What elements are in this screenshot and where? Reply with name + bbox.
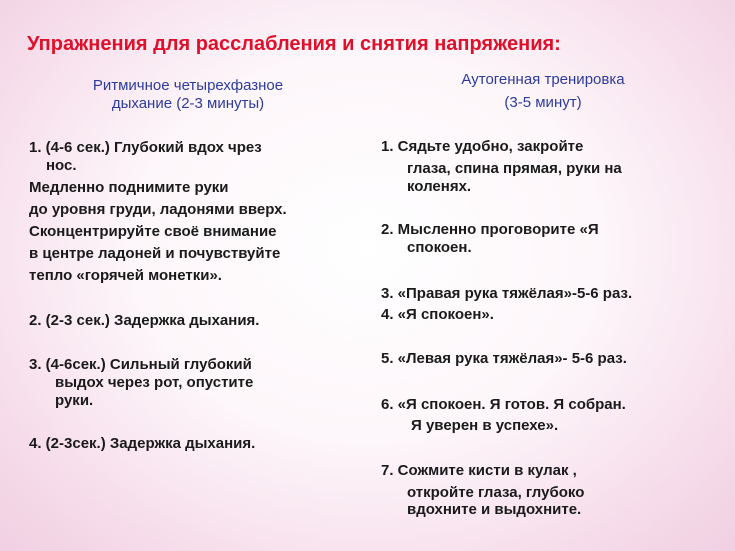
- left-line-2: нос.: [46, 157, 77, 174]
- left-line-12: 4. (2-3сек.) Задержка дыхания.: [29, 435, 256, 452]
- right-line-2: глаза, спина прямая, руки на: [407, 160, 622, 177]
- left-line-7: тепло «горячей монетки».: [29, 267, 222, 284]
- right-line-4: 2. Мысленно проговорите «Я: [381, 221, 599, 238]
- page-title: Упражнения для расслабления и снятия напряжения:: [27, 33, 561, 55]
- right-line-13: вдохните и выдохните.: [407, 501, 582, 518]
- left-line-9: 3. (4-6сек.) Сильный глубокий: [29, 356, 252, 373]
- right-heading-line1: Аутогенная тренировка: [461, 71, 625, 88]
- right-heading-line2: (3-5 минут): [504, 94, 582, 111]
- left-line-4: до уровня груди, ладонями вверх.: [29, 201, 287, 218]
- right-line-1: 1. Сядьте удобно, закройте: [381, 138, 584, 155]
- left-line-8: 2. (2-3 сек.) Задержка дыхания.: [29, 312, 260, 329]
- left-line-6: в центре ладоней и почувствуйте: [29, 245, 281, 262]
- right-line-7: 4. «Я спокоен».: [381, 306, 494, 323]
- left-heading-line1: Ритмичное четырехфазное: [92, 77, 284, 94]
- left-line-1: 1. (4-6 сек.) Глубокий вдох чрез: [29, 139, 262, 156]
- right-line-12: откройте глаза, глубоко: [407, 484, 585, 501]
- right-line-10: Я уверен в успехе».: [411, 417, 559, 434]
- right-line-11: 7. Сожмите кисти в кулак ,: [381, 462, 577, 479]
- right-line-3: коленях.: [407, 178, 472, 195]
- left-line-5: Сконцентрируйте своё внимание: [29, 223, 277, 240]
- right-line-8: 5. «Левая рука тяжёлая»- 5-6 раз.: [381, 350, 627, 367]
- left-line-3: Медленно поднимите руки: [29, 179, 229, 196]
- left-line-10: выдох через рот, опустите: [55, 374, 254, 391]
- right-line-5: спокоен.: [407, 239, 472, 256]
- left-heading-line2: дыхание (2-3 минуты): [111, 95, 265, 112]
- right-line-9: 6. «Я спокоен. Я готов. Я собран.: [381, 396, 626, 413]
- right-line-6: 3. «Правая рука тяжёлая»-5-6 раз.: [381, 285, 633, 302]
- left-line-11: руки.: [55, 392, 94, 409]
